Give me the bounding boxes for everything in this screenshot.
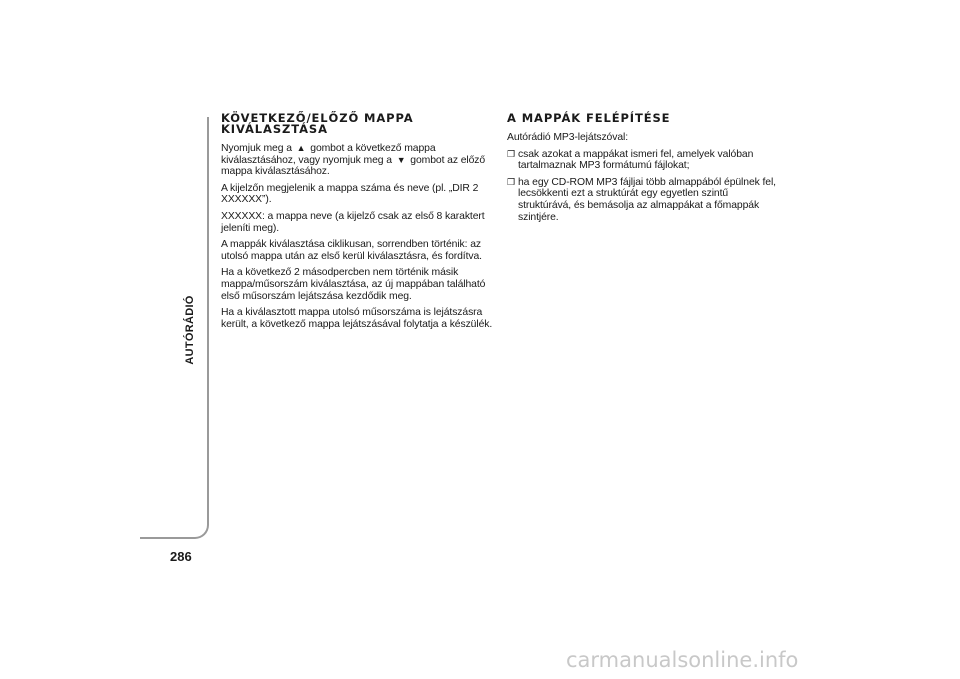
up-arrow-icon: ▲ bbox=[296, 143, 306, 153]
p1-text-a: Nyomjuk meg a bbox=[221, 143, 295, 154]
heading-folder-structure: A MAPPÁK FELÉPÍTÉSE bbox=[507, 111, 671, 125]
paragraph-cyclic: A mappák kiválasztása ciklikusan, sorrendben történik: az utolsó mappa után az első kerül kiválasztásra, és fordítva. bbox=[221, 239, 482, 262]
list-item-text: csak azokat a mappákat ismeri fel, amelyek valóban tartalmaznak MP3 formátumú fájlokat; bbox=[518, 148, 754, 172]
paragraph-folder-name: XXXXXX: a mappa neve (a kijelző csak az első 8 karaktert jeleníti meg). bbox=[221, 210, 485, 234]
watermark: carmanualsonline.info bbox=[566, 648, 799, 672]
p1-text-b: gombot a következő mappa kiválasztásához, vagy nyomjuk meg a bbox=[221, 143, 436, 166]
list-item bbox=[507, 177, 777, 223]
list-item bbox=[507, 149, 777, 172]
checkbox-bullet-icon: ❒ bbox=[507, 148, 515, 159]
page-number: 286 bbox=[170, 549, 192, 564]
paragraph-last-track: Ha a kiválasztott mappa utolsó műsorszáma is lejátszásra került, a következő mappa lejátszásával folytatja a készülék. bbox=[221, 307, 493, 330]
right-column bbox=[507, 113, 777, 228]
left-column bbox=[221, 113, 495, 335]
section-label: AUTÓRÁDIÓ bbox=[184, 295, 196, 365]
paragraph-display: A kijelzőn megjelenik a mappa száma és neve (pl. „DIR 2 XXXXXX”). bbox=[221, 182, 479, 206]
paragraph-timeout: Ha a következő 2 másodpercben nem történik másik mappa/műsorszám kiválasztása, az új mappában található első műsorszám lejátszása kezdődik meg. bbox=[221, 267, 486, 302]
intro-text: Autórádió MP3-lejátszóval: bbox=[507, 132, 628, 143]
p1-text-c: gombot az előző mappa kiválasztásához. bbox=[221, 154, 486, 178]
checkbox-bullet-icon: ❒ bbox=[507, 176, 515, 187]
paragraph-buttons bbox=[221, 143, 495, 178]
bullet-list bbox=[507, 149, 777, 224]
list-item-text: ha egy CD-ROM MP3 fájljai több almappából épülnek fel, lecsökkenti ezt a struktúrát egy egyetlen szintű struktúrává, és bemásolja az almappákat a főmappák szintjére. bbox=[518, 176, 776, 223]
down-arrow-icon: ▼ bbox=[396, 154, 406, 165]
margin-rule bbox=[140, 117, 209, 539]
heading-next-prev-folder: KÖVETKEZŐ/ELŐZŐ MAPPA KIVÁLASZTÁSA bbox=[221, 111, 414, 136]
